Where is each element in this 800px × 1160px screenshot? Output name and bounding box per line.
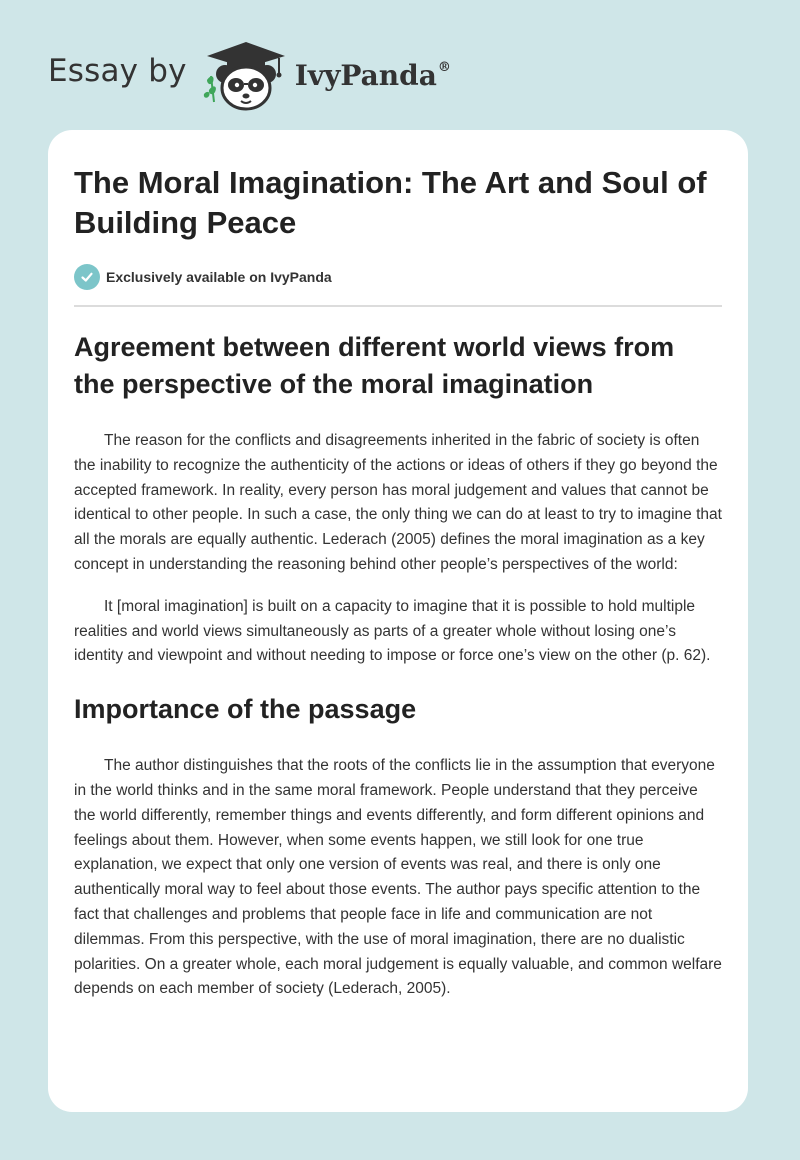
essay-card: [48, 130, 748, 1112]
quote-paragraph: It [moral imagination] is built on a capacity to imagine that it is possible to hold multiple realities and world views simultaneously as parts of a greater whole without losing one’s identity and viewpoint and without needing to impose or force one’s view on the other (p. 62).: [74, 597, 711, 665]
check-circle-icon: [74, 264, 100, 290]
essay-title: The Moral Imagination: The Art and Soul of Building Peace: [74, 165, 707, 240]
paragraph: The author distinguishes that the roots of the conflicts lie in the assumption that everyone in the world thinks and in the same moral framework. People understand that they perceive the world differently, remember things and events differently, and form different opinions and feelings about them. However, when some events happen, we still look for one true explanation, we expect that only one version of events was real, and there is only one authentically moral way to feel about those events. The author pays specific attention to the fact that challenges and problems that people face in life and communication are not dilemmas. From this perspective, with the use of moral imagination, there are no dualistic polarities. On a greater whole, each moral judgement is equally valuable, and common welfare depends on each member of society (Lederach, 2005).: [74, 757, 722, 998]
section-heading: Importance of the passage: [74, 694, 417, 725]
panda-logo-icon[interactable]: [201, 36, 291, 112]
exclusive-badge: [74, 263, 722, 291]
section-heading: Agreement between different world views from the perspective of the moral imagination: [74, 332, 675, 399]
divider: [74, 305, 722, 307]
brand-name[interactable]: IvyPanda®: [294, 58, 451, 92]
site-header: [48, 36, 451, 112]
essay-content: [74, 163, 722, 1002]
essay-by-label: Essay by: [48, 53, 187, 89]
registered-mark: ®: [437, 59, 451, 75]
badge-label: Exclusively available on IvyPanda: [106, 269, 332, 285]
paragraph: The reason for the conflicts and disagreements inherited in the fabric of society is often the inability to recognize the authenticity of the actions or ideas of others if they go beyond the accepted framework. In reality, every person has moral judgement and values that cannot be identical to other people. In such a case, the only thing we can do at least to try to imagine that all the morals are equally authentic. Lederach (2005) defines the moral imagination as a key concept in understanding the reasoning behind other people’s perspectives of the world:: [74, 432, 722, 573]
